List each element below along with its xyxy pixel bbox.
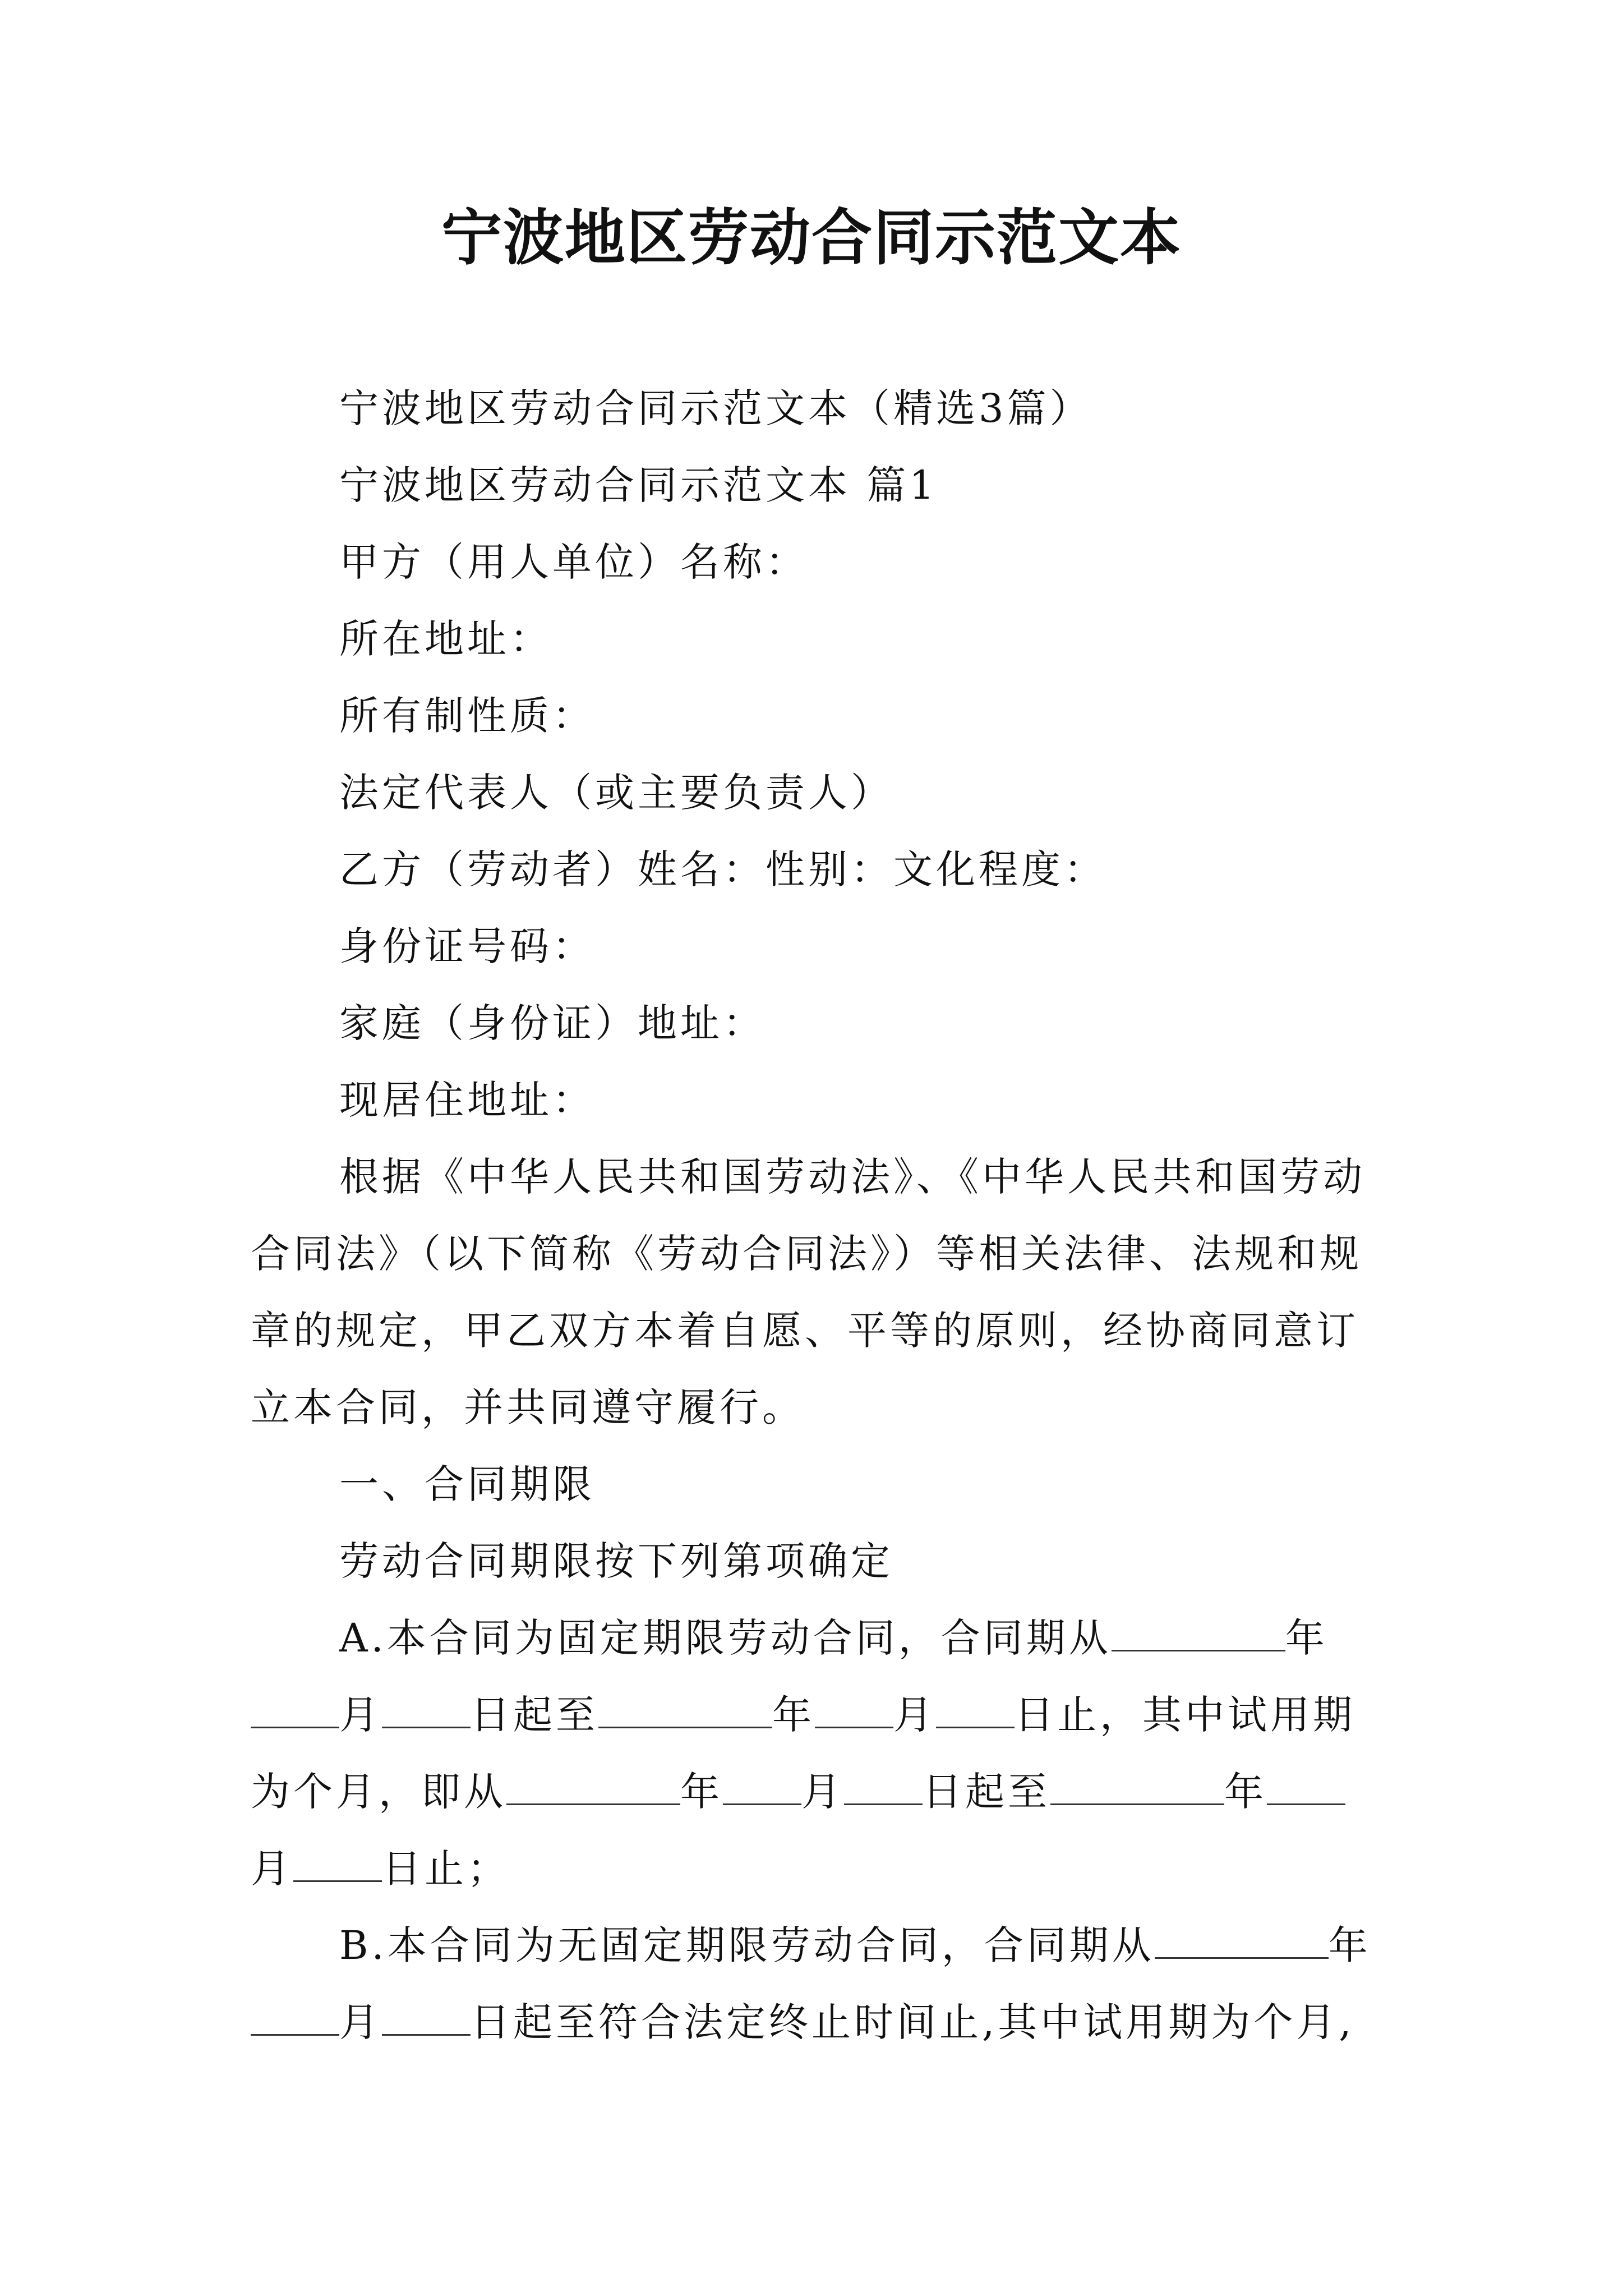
blank-line — [293, 1846, 382, 1882]
blank-line — [251, 1692, 339, 1728]
clause-heading: 一、合同期限 — [339, 1461, 595, 1507]
probation-prefix: 为个月，即从 — [251, 1769, 506, 1815]
blank-line — [1155, 1922, 1329, 1959]
home-address-field: 家庭（身份证）地址： — [339, 1000, 766, 1046]
year-label: 年 — [1328, 1922, 1371, 1968]
option-a-line — [251, 1677, 1384, 1754]
day-from-label: 日起至 — [471, 1692, 598, 1738]
blank-line — [815, 1692, 893, 1728]
blank-line — [1267, 1769, 1345, 1805]
option-b-rest: 日起至符合法定终止时间止,其中试用期为个月, — [471, 1999, 1355, 2045]
year-label: 年 — [772, 1692, 815, 1738]
option-a-line — [251, 1830, 1384, 1907]
year-label: 年 — [680, 1769, 723, 1815]
option-a-line — [251, 1754, 1384, 1830]
clause-intro: 劳动合同期限按下列第项确定 — [339, 1538, 893, 1584]
month-label: 月 — [893, 1692, 936, 1738]
blank-line — [506, 1769, 680, 1805]
blank-line — [598, 1692, 772, 1728]
preamble-line: 章的规定，甲乙双方本着自愿、平等的原则，经协商同意订 — [251, 1308, 1359, 1354]
employer-name-field: 甲方（用人单位）名称： — [339, 539, 808, 585]
day-from-label: 日起至 — [923, 1769, 1050, 1815]
month-label: 月 — [339, 1999, 382, 2045]
document-title: 宁波地区劳动合同示范文本 — [441, 203, 1182, 273]
month-label: 月 — [339, 1692, 382, 1738]
document-subtitle: 宁波地区劳动合同示范文本（精选3篇） — [339, 385, 1092, 431]
preamble-line: 立本合同，并共同遵守履行。 — [251, 1384, 805, 1430]
day-end-label: 日止； — [382, 1846, 510, 1892]
blank-line — [251, 1999, 339, 2036]
option-b-line — [251, 1984, 1384, 2061]
blank-line — [844, 1769, 923, 1805]
year-label: 年 — [1285, 1615, 1328, 1661]
blank-line — [1050, 1769, 1224, 1805]
legal-rep-field: 法定代表人（或主要负责人） — [339, 770, 893, 816]
option-b-text: B.本合同为无固定期限劳动合同，合同期从 — [339, 1922, 1155, 1968]
current-address-field: 现居住地址： — [339, 1077, 595, 1123]
blank-line — [382, 1999, 471, 2036]
blank-line — [723, 1769, 801, 1805]
blank-line — [382, 1692, 471, 1728]
section-heading: 宁波地区劳动合同示范文本 篇1 — [339, 462, 938, 508]
option-b-line — [251, 1907, 1384, 1984]
blank-line — [1112, 1615, 1285, 1651]
month-label: 月 — [801, 1769, 844, 1815]
preamble-line: 合同法》（以下简称《劳动合同法》）等相关法律、法规和规 — [251, 1231, 1362, 1277]
month-label: 月 — [251, 1846, 293, 1892]
year-label: 年 — [1224, 1769, 1267, 1815]
employee-field: 乙方（劳动者）姓名：性别：文化程度： — [339, 846, 1106, 892]
document-body — [251, 370, 1384, 2061]
blank-line — [936, 1692, 1015, 1728]
option-a-text: A.本合同为固定期限劳动合同，合同期从 — [339, 1615, 1112, 1661]
option-a-line — [251, 1600, 1384, 1677]
address-field: 所在地址： — [339, 616, 552, 662]
day-until-label: 日止，其中试用期 — [1015, 1692, 1355, 1738]
id-number-field: 身份证号码： — [339, 923, 595, 969]
preamble-line: 根据《中华人民共和国劳动法》、《中华人民共和国劳动 — [339, 1154, 1366, 1200]
ownership-field: 所有制性质： — [339, 693, 595, 739]
